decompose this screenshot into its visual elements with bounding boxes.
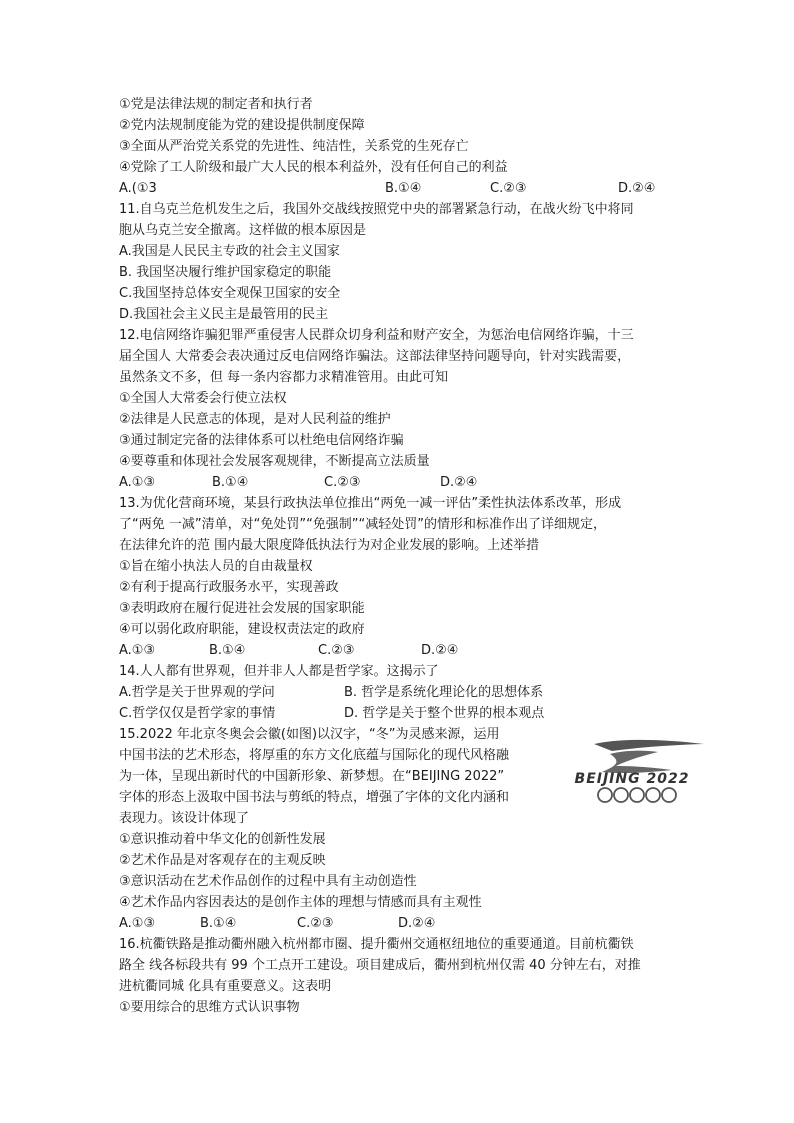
option-a: A.①③ bbox=[119, 643, 156, 658]
option-a: A.(①3 bbox=[119, 181, 157, 196]
text-line: 进杭衢同城 化具有重要意义。这表明 bbox=[119, 979, 332, 994]
text-line: ③表明政府在履行促进社会发展的国家职能 bbox=[119, 601, 365, 616]
olympic-rings-icon bbox=[598, 788, 676, 802]
option-d: D.②④ bbox=[398, 916, 436, 931]
question-15: 15.2022 年北京冬奥会会徽(如图)以汉字，“冬”为灵感来源，运用 bbox=[119, 727, 500, 742]
text-line: ③意识活动在艺术作品创作的过程中具有主动创造性 bbox=[119, 874, 417, 889]
option-d: D. 哲学是关于整个世界的根本观点 bbox=[344, 706, 545, 721]
text-line: ①旨在缩小执法人员的自由裁量权 bbox=[119, 559, 313, 574]
text-line: ②法律是人民意志的体现，是对人民利益的维护 bbox=[119, 412, 391, 427]
text-line: 胞从乌克兰安全撤离。这样做的根本原因是 bbox=[119, 223, 367, 238]
text-line: ①党是法律法规的制定者和执行者 bbox=[119, 97, 313, 112]
emblem-stroke bbox=[594, 740, 704, 751]
option-a: A.哲学是关于世界观的学问 bbox=[119, 685, 275, 700]
option-c: C.②③ bbox=[490, 181, 527, 196]
text-line: ①意识推动着中华文化的创新性发展 bbox=[119, 832, 326, 847]
text-line: ④艺术作品内容因表达的是创作主体的理想与情感而具有主观性 bbox=[119, 895, 482, 910]
option-c: C.我国坚持总体安全观保卫国家的安全 bbox=[119, 286, 341, 301]
text-line: ②有利于提高行政服务水平，实现善政 bbox=[119, 580, 339, 595]
emblem-stroke bbox=[602, 751, 672, 773]
option-b: B. 哲学是系统化理论化的思想体系 bbox=[344, 685, 544, 700]
text-line: 在法律允许的范 围内最大限度降低执法行为对企业发展的影响。上述举措 bbox=[119, 538, 540, 553]
emblem-text: BEIJING 2022 bbox=[574, 771, 690, 787]
text-line: 路全 线各标段共有 99 个工点开工建设。项目建成后，衢州到杭州仅需 40 分钟左右，对推 bbox=[119, 958, 641, 973]
option-d: D.我国社会主义民主是最管用的民主 bbox=[119, 307, 329, 322]
option-a: A.我国是人民民主专政的社会主义国家 bbox=[119, 244, 340, 259]
option-c: C.②③ bbox=[324, 475, 361, 490]
question-12: 12.电信网络诈骗犯罪严重侵害人民群众切身利益和财产安全，为惩治电信网络诈骗，十三 bbox=[119, 328, 634, 343]
option-b: B.①④ bbox=[200, 916, 237, 931]
text-line: 中国书法的艺术形态，将厚重的东方文化底蕴与国际化的现代风格融 bbox=[119, 748, 510, 763]
option-b: B.①④ bbox=[209, 643, 246, 658]
option-d: D.②④ bbox=[440, 475, 478, 490]
text-line: ③通过制定完备的法律体系可以杜绝电信网络诈骗 bbox=[119, 433, 404, 448]
text-line: ④党除了工人阶级和最广大人民的根本利益外，没有任何自己的利益 bbox=[119, 160, 508, 175]
text-line: 为一体，呈现出新时代的中国新形象、新梦想。在“BEIJING 2022” bbox=[119, 769, 505, 784]
question-11: 11.自乌克兰危机发生之后，我国外交战线按照党中央的部署紧急行动，在战火纷飞中将同 bbox=[119, 202, 634, 217]
text-line: ③全面从严治党关系党的先进性、纯洁性，关系党的生死存亡 bbox=[119, 139, 469, 154]
text-line: ②党内法规制度能为党的建设提供制度保障 bbox=[119, 118, 365, 133]
question-16: 16.杭衢铁路是推动衢州融入杭州都市圈、提升衢州交通枢纽地位的重要通道。目前杭衢铁 bbox=[119, 937, 634, 952]
text-line: 届全国人 大常委会表决通过反电信网络诈骗法。这部法律坚持问题导向，针对实践需要， bbox=[119, 349, 631, 364]
text-line: 虽然条文不多，但 每一条内容都力求精准管用。由此可知 bbox=[119, 370, 449, 385]
option-d: D.②④ bbox=[618, 181, 656, 196]
option-d: D.②④ bbox=[421, 643, 459, 658]
text-line: ①全国人大常委会行使立法权 bbox=[119, 391, 287, 406]
beijing-2022-emblem bbox=[532, 736, 732, 806]
question-14: 14.人人都有世界观，但并非人人都是哲学家。这揭示了 bbox=[119, 664, 439, 679]
option-b: B.①④ bbox=[385, 181, 422, 196]
option-b: B. 我国坚决履行维护国家稳定的职能 bbox=[119, 265, 332, 280]
option-c: C.②③ bbox=[318, 643, 355, 658]
text-line: 了“两免 一减”清单，对“免处罚”“免强制”“减轻处罚”的情形和标准作出了详细规定， bbox=[119, 517, 607, 532]
text-line: ④可以弱化政府职能，建设权责法定的政府 bbox=[119, 622, 365, 637]
text-line: ①要用综合的思维方式认识事物 bbox=[119, 1000, 300, 1015]
option-b: B.①④ bbox=[212, 475, 249, 490]
text-line: ②艺术作品是对客观存在的主观反映 bbox=[119, 853, 326, 868]
option-a: A.①③ bbox=[119, 916, 156, 931]
option-c: C.哲学仅仅是哲学家的事情 bbox=[119, 706, 276, 721]
text-line: 字体的形态上汲取中国书法与剪纸的特点，增强了字体的文化内涵和 bbox=[119, 790, 510, 805]
option-a: A.①③ bbox=[119, 475, 156, 490]
text-line: 表现力。该设计体现了 bbox=[119, 811, 250, 826]
question-13: 13.为优化营商环境，某县行政执法单位推出“两免一减一评估”柔性执法体系改革，形成 bbox=[119, 496, 622, 511]
option-c: C.②③ bbox=[297, 916, 334, 931]
text-line: ④要尊重和体现社会发展客观规律，不断提高立法质量 bbox=[119, 454, 430, 469]
